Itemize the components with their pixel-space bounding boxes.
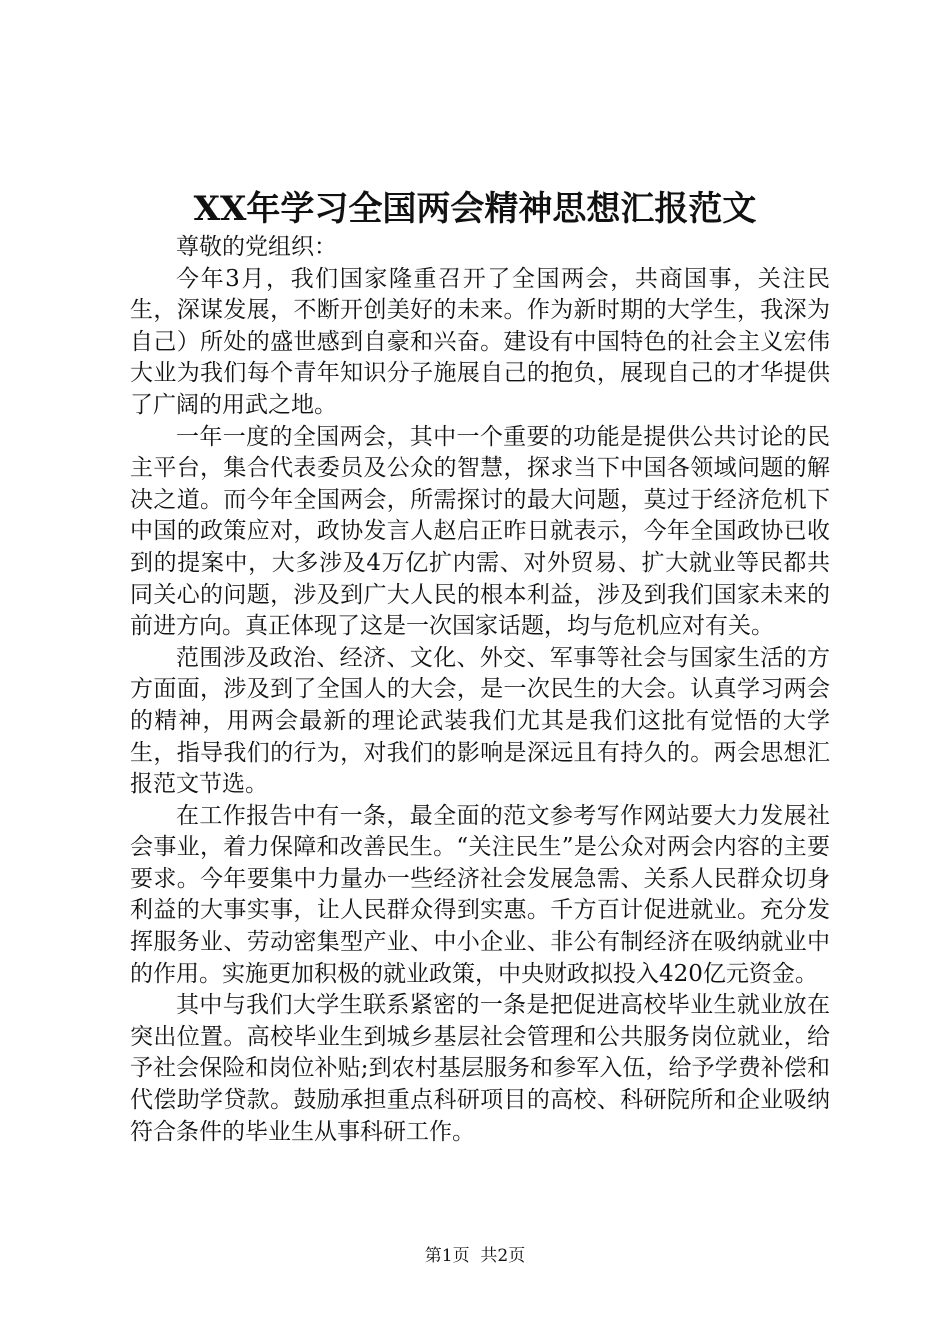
page-number-current: 第1页 xyxy=(424,1246,470,1266)
paragraph-2: 一年一度的全国两会，其中一个重要的功能是提供公共讨论的民主平台，集合代表委员及公众的智慧，探求当下中国各领域问题的解决之道。而今年全国两会，所需探讨的最大问题，莫过于经济危机下中国的政策应对，政协发言人赵启正昨日就表示，今年全国政协已收到的提案中，大多涉及4万亿扩内需、对外贸易、扩大就业等民都共同关心的问题，涉及到广大人民的根本利益，涉及到我们国家未来的前进方向。真正体现了这是一次国家话题，均与危机应对有关。 xyxy=(130,423,830,640)
salutation: 尊敬的党组织： xyxy=(176,234,337,260)
paragraph-5: 其中与我们大学生联系紧密的一条是把促进高校毕业生就业放在突出位置。高校毕业生到城乡基层社会管理和公共服务岗位就业，给予社会保险和岗位补贴;到农村基层服务和参军入伍，给予学费补偿和代偿助学贷款。鼓励承担重点科研项目的高校、科研院所和企业吸纳符合条件的毕业生从事科研工作。 xyxy=(130,992,830,1145)
document-title: XX年学习全国两会精神思想汇报范文 xyxy=(193,189,757,229)
page-number-total: 共2页 xyxy=(480,1246,526,1266)
document-body xyxy=(130,232,830,1148)
page-footer xyxy=(0,1244,950,1268)
paragraph-1: 今年3月，我们国家隆重召开了全国两会，共商国事，关注民生，深谋发展，不断开创美好的未来。作为新时期的大学生，我深为自己）所处的盛世感到自豪和兴奋。建设有中国特色的社会主义宏伟大业为我们每个青年知识分子施展自己的抱负，展现自己的才华提供了广阔的用武之地。 xyxy=(130,265,830,418)
paragraph-3: 范围涉及政治、经济、文化、外交、军事等社会与国家生活的方方面面，涉及到了全国人的大会，是一次民生的大会。认真学习两会的精神，用两会最新的理论武装我们尤其是我们这批有觉悟的大学生，指导我们的行为，对我们的影响是深远且有持久的。两会思想汇报范文节选。 xyxy=(130,644,830,798)
paragraph-4: 在工作报告中有一条，最全面的范文参考写作网站要大力发展社会事业，着力保障和改善民生。“关注民生”是公众对两会内容的主要要求。今年要集中力量办一些经济社会发展急需、关系人民群众切身利益的大事实事，让人民群众得到实惠。千方百计促进就业。充分发挥服务业、劳动密集型产业、中小企业、非公有制经济在吸纳就业中的作用。实施更加积极的就业政策，中央财政拟投入420亿元资金。 xyxy=(130,802,830,987)
